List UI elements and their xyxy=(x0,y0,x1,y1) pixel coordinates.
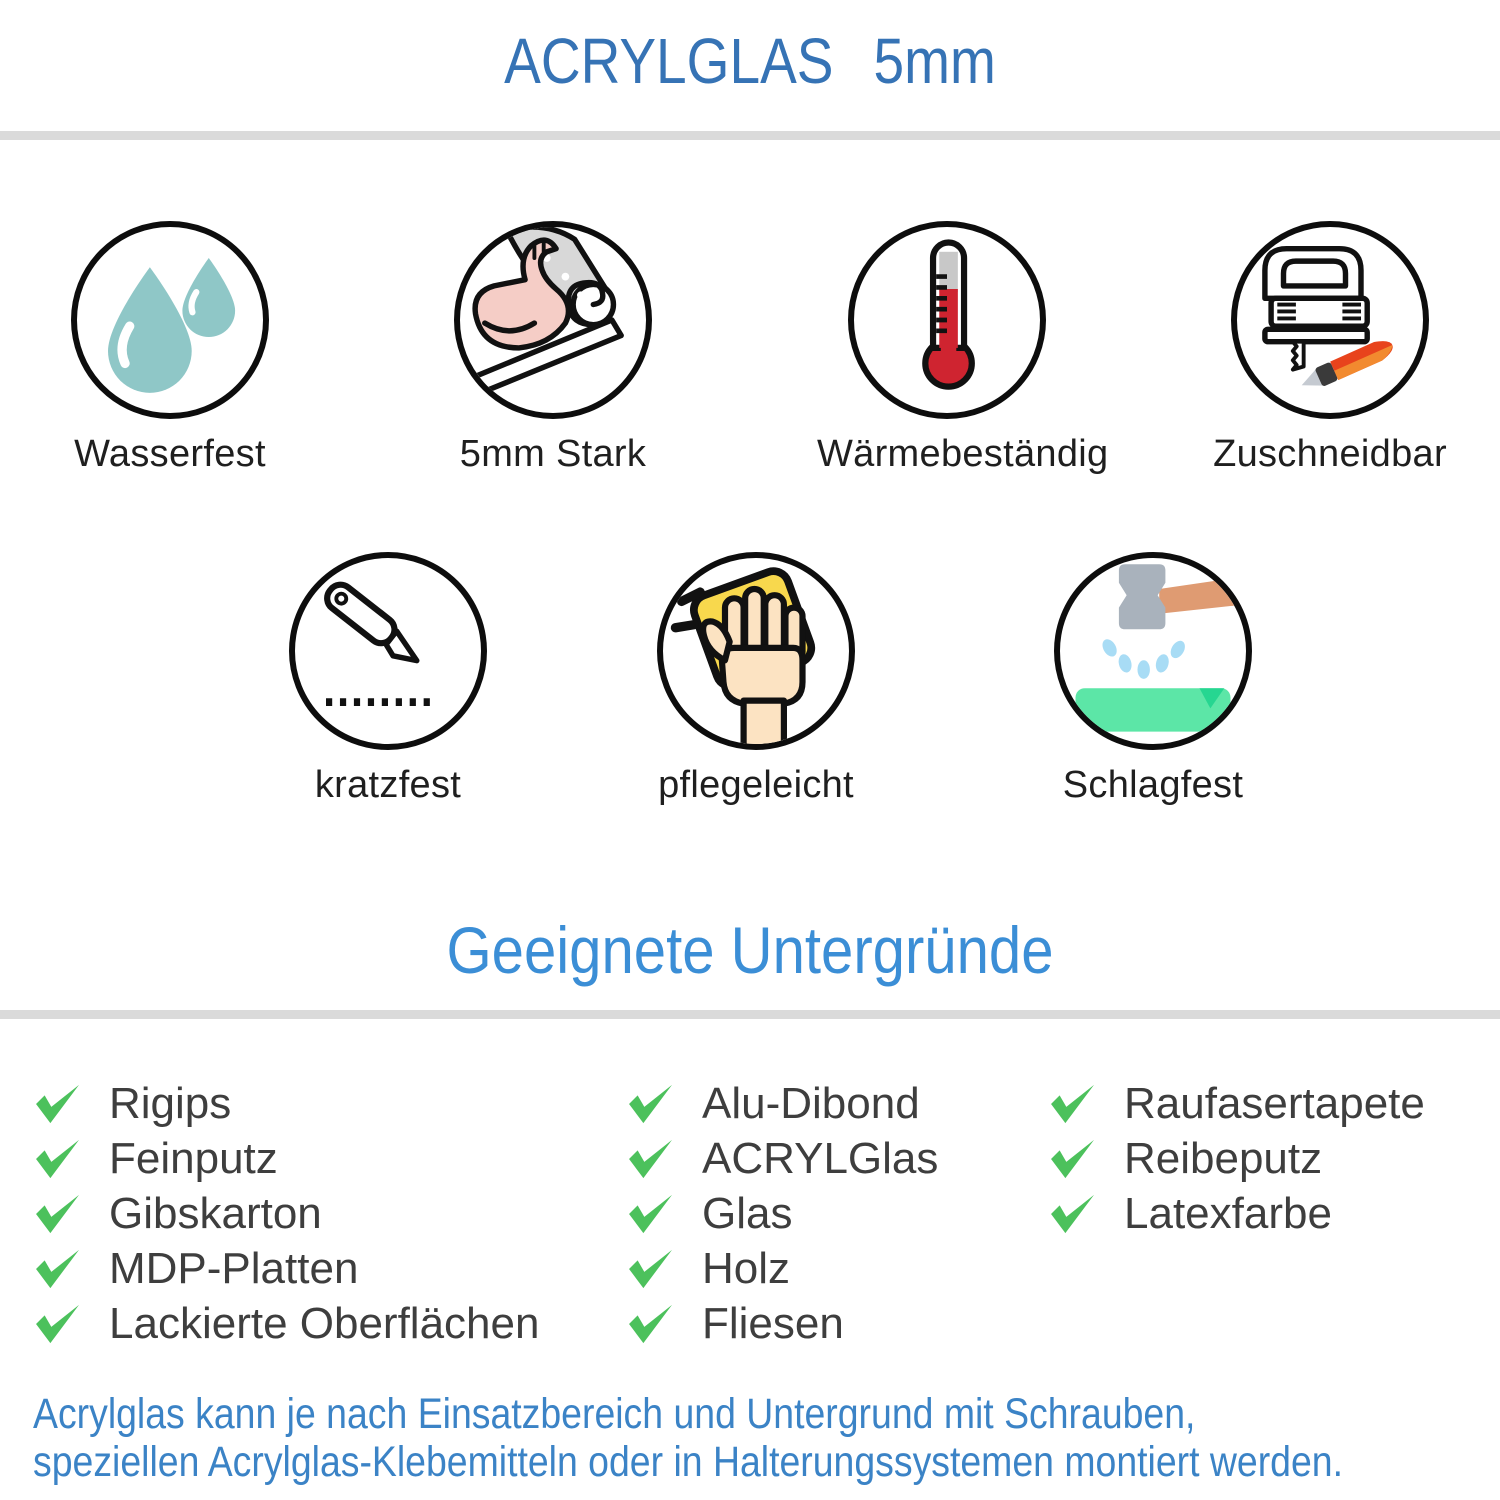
feature-label: kratzfest xyxy=(314,764,462,806)
footer-line-2: speziellen Acrylglas-Klebemitteln oder in Halterungssystemen montiert werden. xyxy=(33,1438,1343,1486)
checklist-item xyxy=(626,1076,938,1131)
checklist-item xyxy=(33,1131,539,1186)
feature-thickness xyxy=(423,221,683,476)
check-icon xyxy=(626,1138,676,1180)
checklist-column-3 xyxy=(1048,1076,1425,1241)
checklist-item-label: MDP-Platten xyxy=(109,1243,359,1293)
feature-label: 5mm Stark xyxy=(459,433,647,475)
thermometer-icon xyxy=(848,221,1046,419)
feature-label: Schlagfest xyxy=(1062,764,1244,806)
check-icon xyxy=(626,1193,676,1235)
checklist-item xyxy=(1048,1131,1425,1186)
checklist-item xyxy=(626,1296,938,1351)
feature-easy-care xyxy=(626,552,886,807)
checklist-item xyxy=(33,1076,539,1131)
check-icon xyxy=(33,1303,83,1345)
checklist-item-label: Feinputz xyxy=(109,1133,278,1183)
feature-cuttable xyxy=(1200,221,1460,476)
checklist-item xyxy=(1048,1186,1425,1241)
feature-heat-resistant xyxy=(817,221,1109,476)
water-drops-icon xyxy=(71,221,269,419)
feature-label: Wasserfest xyxy=(74,433,266,475)
feature-label: Wärmebeständig xyxy=(817,433,1109,475)
checklist-item-label: Holz xyxy=(702,1243,791,1293)
checklist-item-label: Glas xyxy=(702,1188,793,1238)
check-icon xyxy=(33,1138,83,1180)
muscle-arm-icon xyxy=(454,221,652,419)
checklist-item xyxy=(626,1186,938,1241)
feature-waterproof xyxy=(40,221,300,476)
utility-knife-icon xyxy=(289,552,487,750)
checklist-column-1 xyxy=(33,1076,539,1351)
feature-scratch-resistant xyxy=(258,552,518,807)
footer-note xyxy=(33,1390,1343,1486)
check-icon xyxy=(626,1083,676,1125)
checklist-item xyxy=(33,1241,539,1296)
checklist-item xyxy=(1048,1076,1425,1131)
checklist-item xyxy=(33,1186,539,1241)
checklist-item-label: Gibskarton xyxy=(109,1188,322,1238)
section-title-untergruende: Geeignete Untergründe xyxy=(446,913,1054,987)
footer-line-1: Acrylglas kann je nach Einsatzbereich und Untergrund mit Schrauben, xyxy=(33,1390,1196,1438)
checklist-item-label: Reibeputz xyxy=(1124,1133,1323,1183)
checklist-item-label: Rigips xyxy=(109,1078,232,1128)
page-title: ACRYLGLAS 5mm xyxy=(504,25,996,97)
check-icon xyxy=(33,1193,83,1235)
cleaning-hand-icon xyxy=(657,552,855,750)
checklist-item-label: Latexfarbe xyxy=(1124,1188,1332,1238)
checklist-item-label: ACRYLGlas xyxy=(702,1133,939,1183)
jigsaw-icon xyxy=(1231,221,1429,419)
feature-label: Zuschneidbar xyxy=(1213,433,1447,475)
check-icon xyxy=(1048,1193,1098,1235)
check-icon xyxy=(33,1248,83,1290)
checklist-item-label: Alu-Dibond xyxy=(702,1078,920,1128)
check-icon xyxy=(1048,1138,1098,1180)
checklist-item-label: Lackierte Oberflächen xyxy=(109,1298,540,1348)
hammer-icon xyxy=(1054,552,1252,750)
checklist-item xyxy=(626,1241,938,1296)
divider-top xyxy=(0,131,1500,140)
checklist-item xyxy=(626,1131,938,1186)
check-icon xyxy=(626,1248,676,1290)
feature-label: pflegeleicht xyxy=(658,764,854,806)
feature-impact-resistant xyxy=(1023,552,1283,807)
checklist-item xyxy=(33,1296,539,1351)
checklist-item-label: Fliesen xyxy=(702,1298,844,1348)
checklist-column-2 xyxy=(626,1076,938,1351)
check-icon xyxy=(626,1303,676,1345)
check-icon xyxy=(1048,1083,1098,1125)
divider-bottom xyxy=(0,1010,1500,1019)
check-icon xyxy=(33,1083,83,1125)
checklist-item-label: Raufasertapete xyxy=(1124,1078,1425,1128)
